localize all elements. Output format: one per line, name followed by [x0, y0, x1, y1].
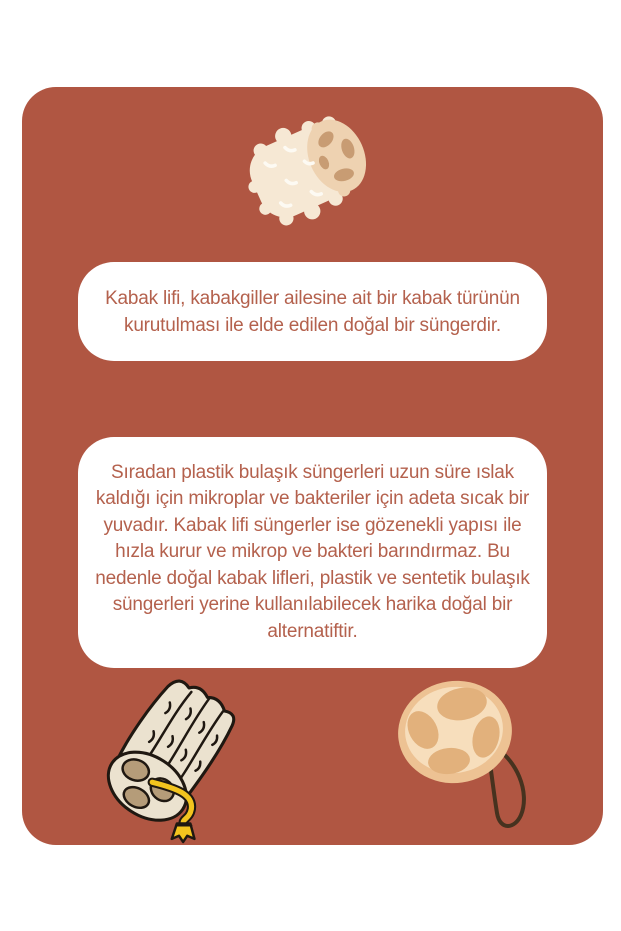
definition-text: Kabak lifi, kabakgiller ailesine ait bir kabak türünün kurutulması ile elde edilen doğal bir süngerdir. — [105, 287, 520, 336]
loofah-cylinder-rope-illustration — [116, 673, 242, 843]
loofah-roll-illustration — [242, 111, 382, 223]
terracotta-card — [22, 87, 603, 845]
loofah-slice-string-illustration — [394, 677, 539, 832]
comparison-text: Sıradan plastik bulaşık süngerleri uzun süre ıslak kaldığı için mikroplar ve bakteriler için adeta sıcak bir yuvadır. Kabak lifi süngerler ise gözenekli yapısı ile hızla kurur ve mikrop ve bakteri barındırmaz. Bu nedenle doğal kabak lifleri, plastik ve sentetik bulaşık süngerleri yerine kullanılabilecek harika doğal bir alternatiftir. — [95, 461, 530, 642]
info-bubble-comparison — [78, 437, 547, 668]
info-bubble-definition — [78, 262, 547, 361]
